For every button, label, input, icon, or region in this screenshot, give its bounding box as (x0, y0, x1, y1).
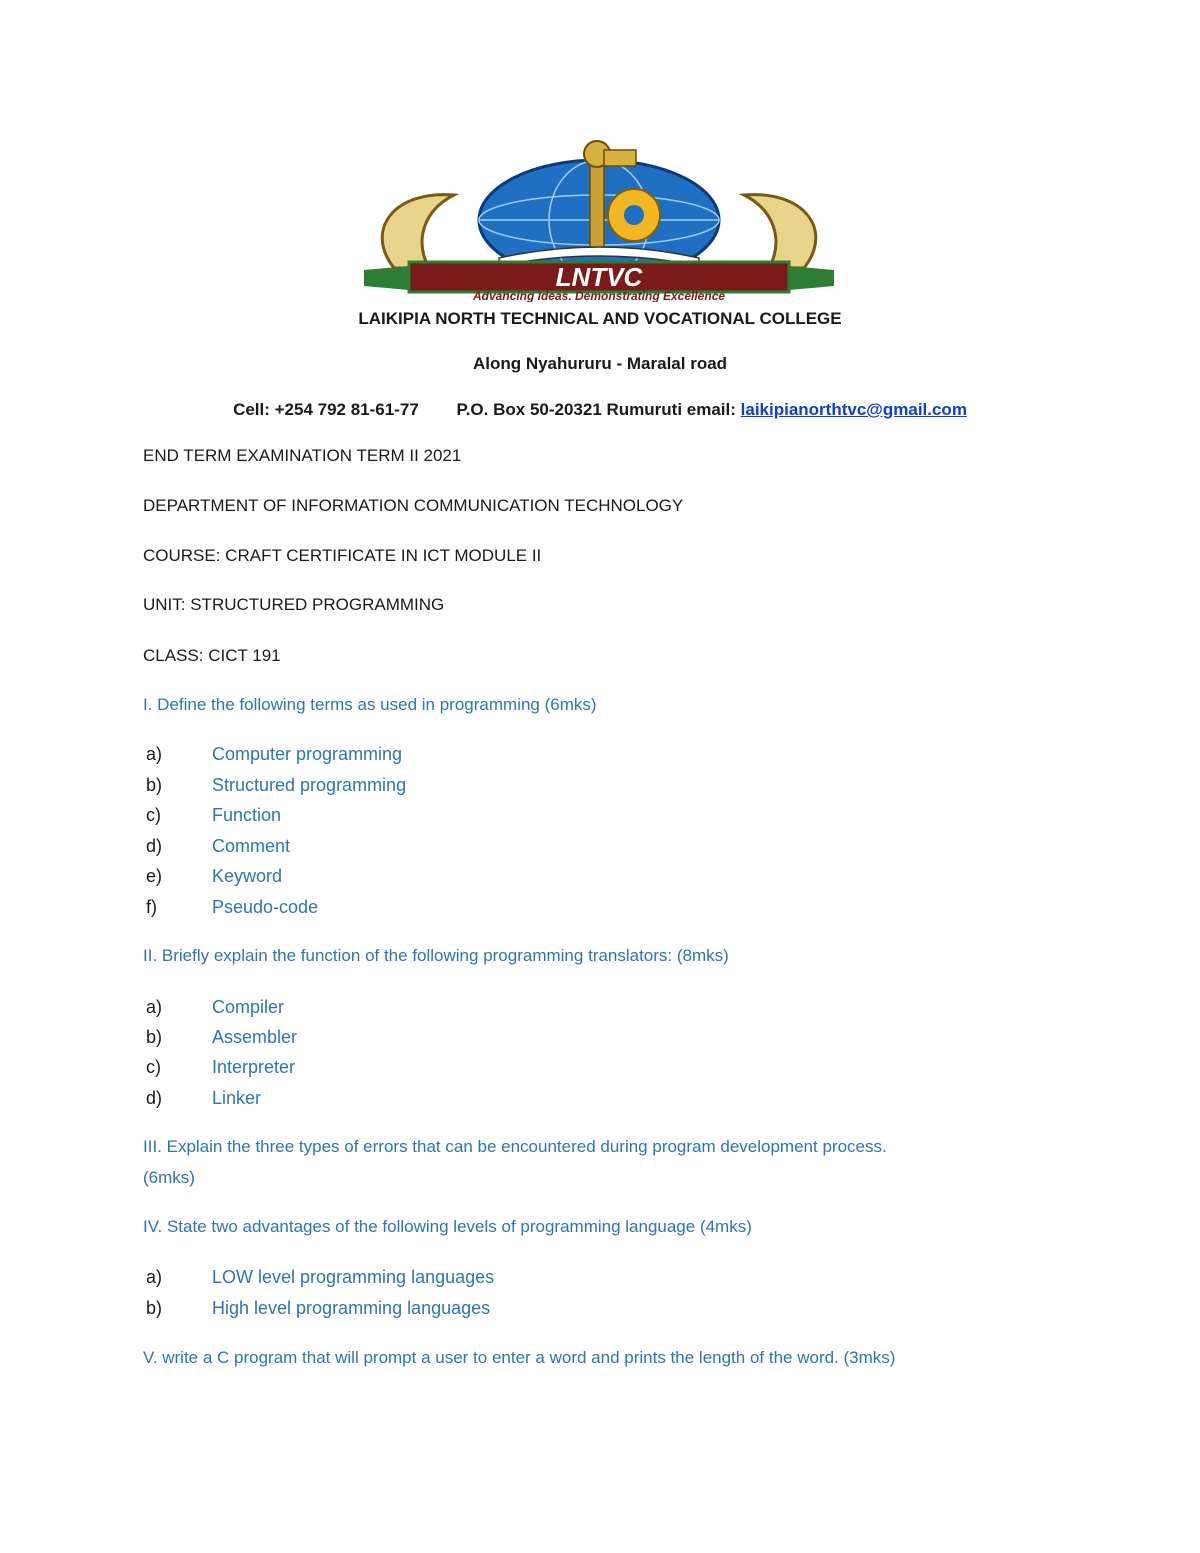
list-item: a) Compiler (146, 997, 285, 1017)
question-2: II. Briefly explain the function of the following programming translators: (8mks) (143, 946, 729, 965)
college-logo (334, 140, 864, 302)
contact-details: Cell: +254 792 81-61-77 P.O. Box 50-20321 Rumuruti email: (233, 400, 741, 419)
list-item: b) Assembler (146, 1027, 298, 1047)
unit: UNIT: STRUCTURED PROGRAMMING (143, 595, 445, 614)
class: CLASS: CICT 191 (143, 646, 281, 665)
email-link[interactable]: laikipianorthtvc@gmail.com (740, 400, 967, 419)
list-item: a) Computer programming (146, 744, 403, 764)
list-item: a) LOW level programming languages (146, 1267, 495, 1287)
list-item: c) Function (146, 805, 282, 825)
department: DEPARTMENT OF INFORMATION COMMUNICATION TECHNOLOGY (143, 496, 684, 515)
question-3-marks: (6mks) (143, 1168, 195, 1187)
list-item: b) High level programming languages (146, 1298, 491, 1318)
college-address: Along Nyahururu - Maralal road (472, 354, 728, 373)
list-item: d) Comment (146, 836, 291, 856)
list-item: b) Structured programming (146, 775, 407, 795)
list-item: e) Keyword (146, 866, 283, 886)
question-4: IV. State two advantages of the following levels of programming language (4mks) (143, 1217, 752, 1236)
question-1: I. Define the following terms as used in programming (6mks) (143, 695, 597, 714)
course: COURSE: CRAFT CERTIFICATE IN ICT MODULE II (143, 546, 542, 565)
list-item: f) Pseudo-code (146, 897, 319, 917)
logo-motto: Advancing Ideas. Demonstrating Excellence (472, 289, 726, 302)
list-item: c) Interpreter (146, 1057, 296, 1077)
logo-acronym: LNTVC (555, 262, 643, 292)
exam-title: END TERM EXAMINATION TERM II 2021 (143, 446, 462, 465)
contact-line (0, 400, 1200, 420)
question-5: V. write a C program that will prompt a user to enter a word and prints the length of the word. (3mks) (143, 1348, 896, 1367)
college-name: LAIKIPIA NORTH TECHNICAL AND VOCATIONAL COLLEGE (358, 309, 842, 328)
list-item: d) Linker (146, 1088, 262, 1108)
question-3: III. Explain the three types of errors that can be encountered during program development process. (143, 1137, 887, 1156)
